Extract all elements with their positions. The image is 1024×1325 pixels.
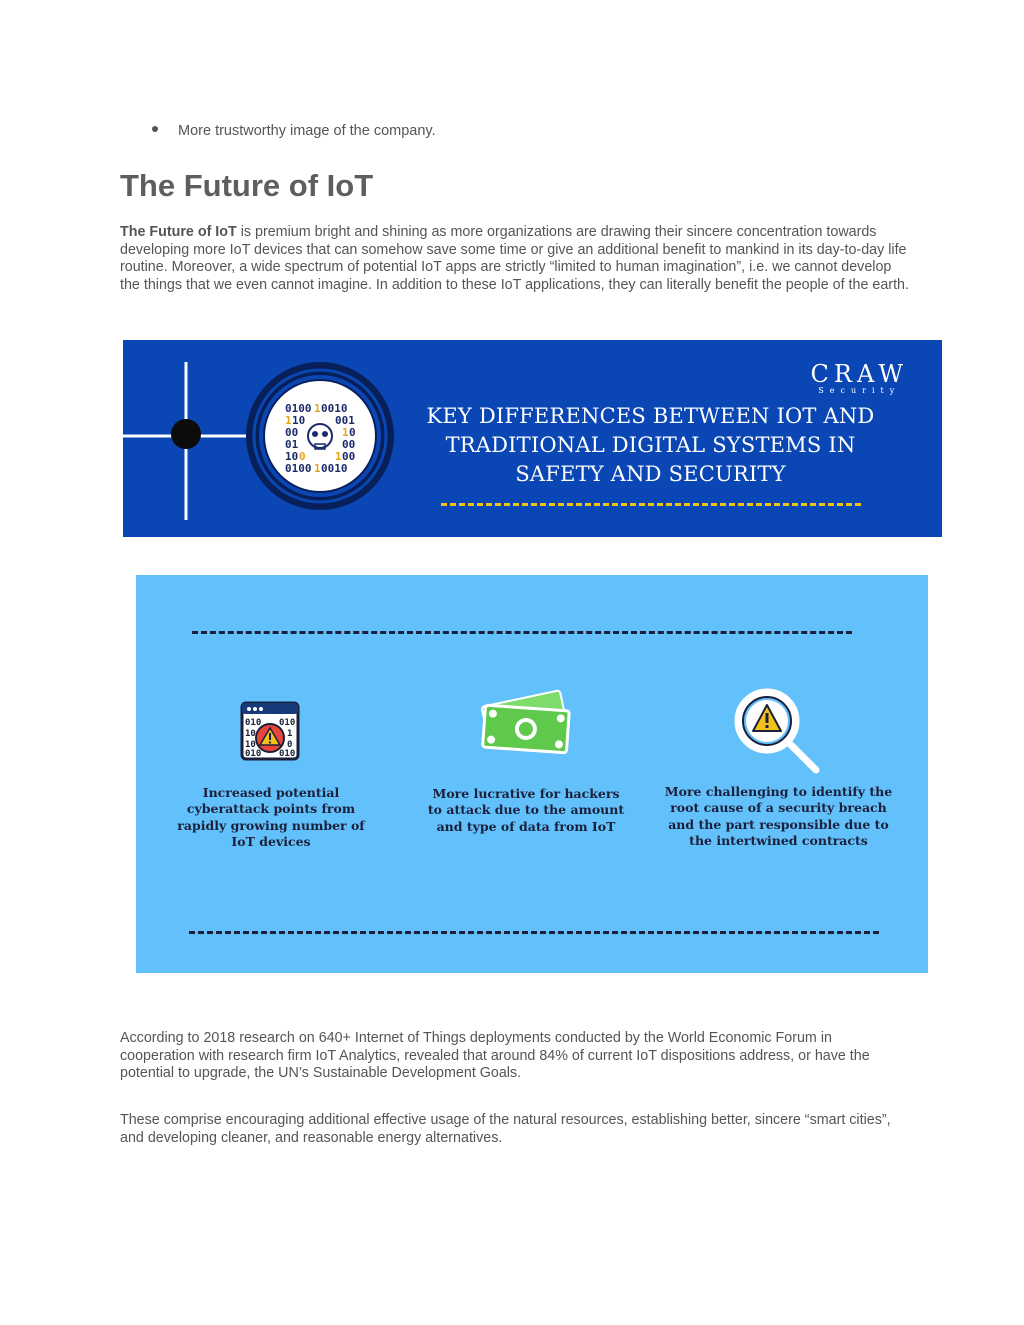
- svg-text:010: 010: [245, 749, 262, 759]
- svg-text:0100: 0100: [285, 402, 312, 415]
- svg-text:10: 10: [285, 450, 299, 463]
- difference-item-1: Increased potential cyberattack points from rapidly growing number of IoT devices: [177, 785, 365, 849]
- svg-text:0: 0: [349, 426, 356, 439]
- svg-text:0: 0: [299, 450, 306, 463]
- svg-text:1: 1: [314, 402, 321, 415]
- infographic-title: KEY DIFFERENCES BETWEEN IOT AND TRADITIONAL DIGITAL SYSTEMS IN SAFETY AND SECURITY: [426, 404, 875, 486]
- divider-bottom: [189, 931, 879, 934]
- money-icon: [476, 688, 576, 765]
- svg-text:00: 00: [285, 426, 299, 439]
- svg-text:010: 010: [279, 749, 296, 759]
- intro-bold-lead: The Future of IoT: [120, 224, 237, 240]
- difference-item-3: More challenging to identify the root cause of a security breach and the part responsible due to the intertwined contracts: [664, 784, 893, 848]
- svg-text:001: 001: [335, 414, 355, 427]
- svg-text:0010: 0010: [321, 462, 348, 475]
- svg-text:1: 1: [342, 426, 349, 439]
- research-paragraph-2: These comprise encouraging additional effective usage of the natural resources, establishing better, sincere “smart cities”, and developing cleaner, and reasonable energy alternatives.: [120, 1112, 891, 1146]
- svg-text:1: 1: [335, 450, 342, 463]
- differences-panel: [136, 575, 928, 973]
- intro-text: is premium bright and shining as more organizations are drawing their sincere concentration towards developing more IoT devices that can somehow save some time or give an additional benefit to mankind in its day-to-day life routine. Moreover, a wide spectrum of potential IoT apps are strictly “limited to human imagination”, i.e. we cannot develop the things that we even cannot imagine. In addition to these IoT applications, they can literally benefit the people of the earth.: [120, 224, 909, 293]
- svg-text:10: 10: [245, 740, 256, 750]
- infographic: [123, 340, 942, 1000]
- page-title: The Future of IoT: [120, 168, 374, 203]
- intro-paragraph: [120, 224, 910, 294]
- research-paragraph-1: According to 2018 research on 640+ Internet of Things deployments conducted by the World Economic Forum in cooperation with research firm IoT Analytics, revealed that around 84% of current IoT dispositions address, or have the potential to upgrade, the UN’s Sustainable Development Goals.: [120, 1030, 870, 1081]
- svg-text:0010: 0010: [321, 402, 348, 415]
- svg-text:10: 10: [292, 414, 306, 427]
- svg-text:1: 1: [287, 729, 293, 739]
- bullet-dot-icon: [152, 126, 158, 132]
- magnifier-warning-icon: [731, 685, 826, 785]
- svg-text:010: 010: [245, 718, 262, 728]
- yellow-divider: [441, 503, 861, 506]
- svg-text:0: 0: [287, 740, 293, 750]
- svg-text:01: 01: [285, 438, 299, 451]
- svg-text:0100: 0100: [285, 462, 312, 475]
- bullet-text: More trustworthy image of the company.: [178, 123, 436, 139]
- svg-text:010: 010: [279, 718, 296, 728]
- svg-text:1: 1: [314, 462, 321, 475]
- craw-logo: [811, 360, 908, 395]
- svg-text:1: 1: [285, 414, 292, 427]
- bullet-item: [152, 123, 436, 139]
- brand-sub: Security: [818, 386, 901, 395]
- divider-top: [192, 631, 852, 634]
- difference-item-2: More lucrative for hackers to attack due to the amount and type of data from IoT: [427, 786, 625, 834]
- infographic-banner: [123, 340, 942, 537]
- svg-text:00: 00: [342, 450, 356, 463]
- svg-text:00: 00: [342, 438, 356, 451]
- svg-text:10: 10: [245, 729, 256, 739]
- code-window-warning-icon: [240, 701, 302, 768]
- brand-name: CRAW: [810, 360, 908, 388]
